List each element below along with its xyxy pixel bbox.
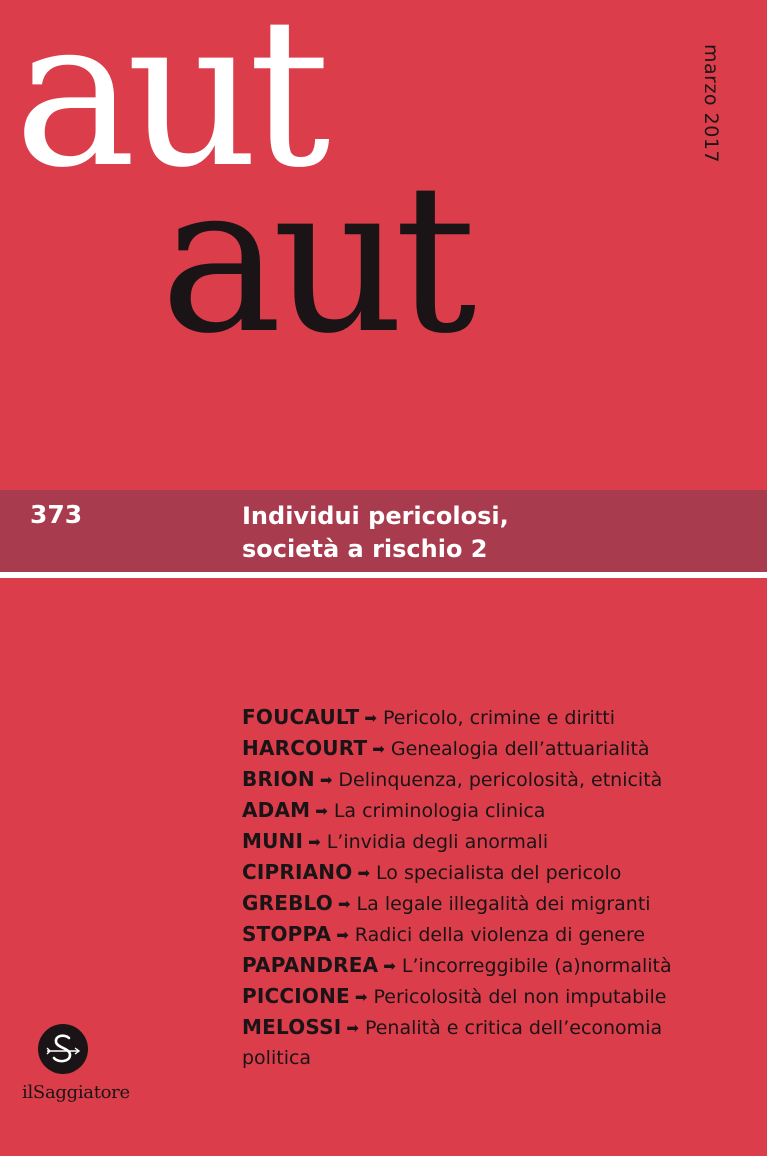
contents-item — [242, 857, 752, 888]
contents-topic: Radici della violenza di genere — [354, 924, 646, 946]
table-of-contents — [242, 702, 752, 1074]
contents-topic: Penalità e critica dell’economia — [364, 1017, 663, 1039]
arrow-icon: ➡ — [372, 740, 385, 758]
contents-author: HARCOURT — [242, 736, 368, 760]
arrow-icon: ➡ — [357, 864, 371, 882]
arrow-icon: ➡ — [364, 709, 377, 727]
contents-author: CIPRIANO — [242, 860, 353, 884]
arrow-icon: ➡ — [319, 771, 333, 789]
contents-topic: politica — [242, 1047, 312, 1069]
issue-title-line-2: società a rischio 2 — [242, 535, 488, 563]
contents-topic: L’incorreggibile (a)normalità — [401, 955, 672, 977]
arrow-icon: ➡ — [336, 926, 349, 944]
contents-topic: La legale illegalità dei migranti — [356, 893, 651, 915]
masthead-top-word: aut — [14, 0, 321, 213]
contents-author: PICCIONE — [242, 984, 350, 1008]
contents-author: STOPPA — [242, 922, 332, 946]
arrow-icon: ➡ — [337, 895, 351, 913]
contents-item — [242, 764, 752, 795]
contents-item — [242, 981, 752, 1012]
arrow-icon: ➡ — [346, 1019, 359, 1037]
contents-author: ADAM — [242, 798, 311, 822]
issue-date: marzo 2017 — [700, 44, 722, 163]
issue-title — [242, 500, 509, 566]
arrow-icon: ➡ — [354, 988, 368, 1006]
contents-item — [242, 826, 752, 857]
arrow-icon: ➡ — [315, 802, 328, 820]
contents-item — [242, 919, 752, 950]
title-band-rule — [0, 572, 767, 578]
contents-author: FOUCAULT — [242, 705, 360, 729]
contents-topic: Genealogia dell’attuarialità — [390, 738, 650, 760]
contents-author: MUNI — [242, 829, 304, 853]
contents-author: PAPANDREA — [242, 953, 379, 977]
contents-item — [242, 795, 752, 826]
arrow-icon: ➡ — [308, 833, 321, 851]
contents-topic: Pericolosità del non imputabile — [373, 986, 667, 1008]
contents-author: MELOSSI — [242, 1015, 342, 1039]
publisher-logo-icon — [38, 1024, 88, 1074]
arrow-icon: ➡ — [383, 957, 396, 975]
masthead-bottom-word: aut — [160, 141, 467, 379]
contents-item — [242, 888, 752, 919]
contents-author: GREBLO — [242, 891, 333, 915]
contents-item — [242, 950, 752, 981]
contents-topic: Delinquenza, pericolosità, etnicità — [338, 769, 663, 791]
publisher-name: ilSaggiatore — [22, 1082, 130, 1103]
contents-topic: L’invidia degli anormali — [326, 831, 549, 853]
issue-number: 373 — [30, 500, 83, 529]
contents-item-continuation — [242, 1043, 752, 1074]
contents-author: BRION — [242, 767, 315, 791]
contents-item — [242, 1012, 752, 1043]
contents-topic: Pericolo, crimine e diritti — [382, 707, 615, 729]
contents-topic: Lo specialista del pericolo — [376, 862, 622, 884]
contents-item — [242, 702, 752, 733]
contents-topic: La criminologia clinica — [333, 800, 546, 822]
issue-title-line-1: Individui pericolosi, — [242, 502, 509, 530]
contents-item — [242, 733, 752, 764]
